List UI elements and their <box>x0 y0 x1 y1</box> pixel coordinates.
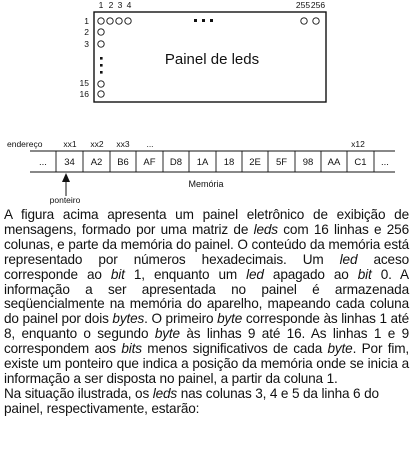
pointer-head <box>62 173 70 182</box>
address-label-xx1: xx1 <box>63 139 77 149</box>
text-run: corresponde às linhas 1 até 8, enquanto o segundo <box>4 311 409 342</box>
italic-term: byte <box>154 326 180 342</box>
text-run: menos significativos de cada <box>141 341 328 357</box>
memory-cell: B6 <box>117 157 129 168</box>
text-run: A figura acima apresenta um painel eletrônico de exibição de mensagens, formado por uma matriz de <box>4 207 409 237</box>
led <box>98 81 104 87</box>
memory-cell: ... <box>39 157 47 168</box>
ellipsis-dot <box>100 57 103 60</box>
ellipsis-dot <box>100 71 103 74</box>
led <box>98 29 104 35</box>
led <box>107 18 113 24</box>
column-label-255: 255 <box>295 0 311 10</box>
italic-term: leds <box>152 385 178 401</box>
italic-term: bit <box>357 266 372 282</box>
column-label-2: 2 <box>108 0 114 10</box>
ellipsis-dot <box>202 19 205 22</box>
memory-cell: 34 <box>64 157 75 168</box>
question-text <box>4 208 409 417</box>
italic-term: byte <box>327 341 353 357</box>
panel-title: Painel de leds <box>164 51 260 68</box>
ellipsis-dot <box>194 19 197 22</box>
italic-term: bytes <box>112 311 145 327</box>
italic-term: led <box>246 266 264 282</box>
question-paragraph <box>4 387 409 417</box>
led <box>98 91 104 97</box>
memory-label: Memória <box>188 179 224 189</box>
led <box>301 18 307 24</box>
text-run: . O primeiro <box>144 311 218 327</box>
address-label-x12: x12 <box>351 139 365 149</box>
led <box>125 18 131 24</box>
memory-cell: 1A <box>196 157 209 168</box>
memory-cell: AF <box>143 157 156 168</box>
memory-cell: 18 <box>223 157 235 168</box>
led <box>98 41 104 47</box>
address-label-xx2: xx2 <box>90 139 104 149</box>
text-run: Na situação ilustrada, os <box>4 385 153 401</box>
column-label-256: 256 <box>310 0 326 10</box>
text-run: com 16 linhas e 256 colunas, e parte da memória do painel. O conteúdo da memória está representado por números hexadecimais. Um <box>4 221 409 267</box>
text-run: às linhas 9 até 16. As linhas 1 e 9 correspondem aos <box>4 326 409 357</box>
italic-term: byte <box>217 311 243 327</box>
italic-term: bit <box>110 266 125 282</box>
text-run: apagado ao <box>263 266 358 282</box>
column-label-1: 1 <box>98 0 104 10</box>
column-label-4: 4 <box>126 0 132 10</box>
description-paragraph <box>4 208 409 387</box>
row-label-1: 1 <box>84 16 89 26</box>
address-label-xx3: xx3 <box>116 139 130 149</box>
led <box>313 18 319 24</box>
memory-row <box>30 151 395 172</box>
memory-cell: ... <box>381 157 389 168</box>
text-run: . Por fim, existe um ponteiro que indica a posição da memória onde se inicia a informação a ser disposta no painel, a partir da coluna 1. <box>4 341 409 386</box>
led <box>116 18 122 24</box>
figure <box>0 0 413 205</box>
memory-cell: C1 <box>354 157 367 168</box>
italic-term: led <box>339 251 358 267</box>
text-run: nas colunas 3, 4 e 5 da linha 6 do painel, respectivamente, estarão: <box>4 385 379 416</box>
ellipsis-dot <box>100 64 103 67</box>
memory-cell: D8 <box>169 157 183 168</box>
memory-cell: 98 <box>302 157 314 168</box>
text-run: 1, enquanto um <box>124 266 247 282</box>
text-run: 0. A informação a ser apresentada no painel é armazenada seqüencialmente na memória do aparelho, mapeando cada coluna do painel por dois <box>4 266 409 327</box>
led <box>98 18 104 24</box>
memory-diagram <box>7 139 395 205</box>
ellipsis-dot <box>210 19 213 22</box>
memory-cell: 5F <box>275 157 288 168</box>
memory-cell: AA <box>327 157 341 168</box>
memory-cells <box>39 157 389 168</box>
italic-term: leds <box>253 221 278 237</box>
pointer-arrow <box>62 173 70 196</box>
text-run: aceso corresponde ao <box>4 251 410 282</box>
italic-term: bits <box>121 341 142 357</box>
memory-cell: 2E <box>249 157 261 168</box>
memory-separators <box>56 151 374 172</box>
endereco-label: endereço <box>7 139 43 149</box>
memory-cell: A2 <box>90 157 103 168</box>
address-label-ellipsis: ... <box>146 139 154 149</box>
row-label-3: 3 <box>84 39 89 49</box>
led-panel <box>80 0 326 102</box>
row-label-15: 15 <box>79 78 89 88</box>
row-label-16: 16 <box>79 89 89 99</box>
column-label-3: 3 <box>117 0 123 10</box>
pointer-label: ponteiro <box>49 195 81 205</box>
row-label-2: 2 <box>84 27 89 37</box>
